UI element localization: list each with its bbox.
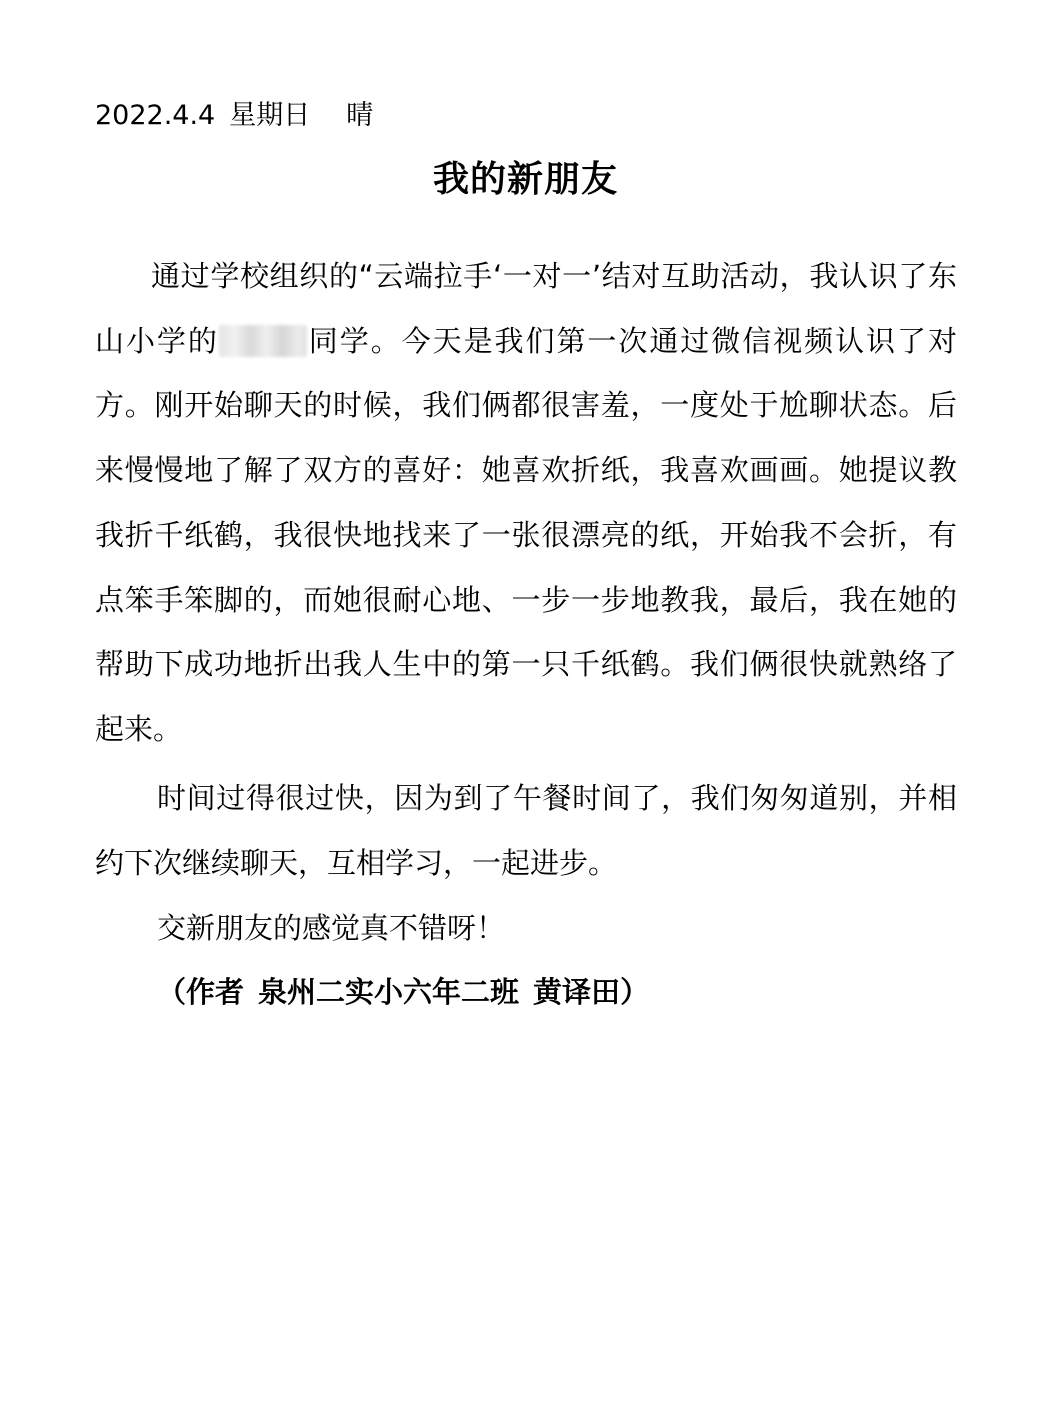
paragraph-1-part-2: 同学。今天是我们第一次通过微信视频认识了对方。刚开始聊天的时候，我们俩都很害羞，一度处于尬聊状态。后来慢慢地了解了双方的喜好：她喜欢折纸，我喜欢画画。她提议教我折千纸鹤，我很快地找来了一张很漂亮的纸，开始我不会折，有点笨手笨脚的，而她很耐心地、一步一步地教我，最后，我在她的帮助下成功地折出我人生中的第一只千纸鹤。我们俩很快就熟络了起来。 (95, 323, 957, 746)
author-close-paren: ） (620, 975, 650, 1009)
paragraph-2: 时间过得很过快，因为到了午餐时间了，我们匆匆道别，并相约下次继续聊天，互相学习，一起进步。 (95, 781, 957, 880)
author-open-paren: （ (157, 975, 187, 1009)
author-label: 作者 (186, 975, 245, 1009)
paragraph-1-part-1: 通过学校组织的“云端拉手‘一对一’结对互助活动，我认识了东山小学的 (95, 259, 957, 358)
redacted-name (219, 325, 307, 357)
weekday: 星期日 (229, 100, 311, 131)
date: 2022.4.4 (95, 100, 216, 131)
diary-header (95, 96, 373, 136)
author-school-class: 泉州二实小六年二班 (258, 975, 520, 1009)
essay-title: 我的新朋友 (432, 159, 618, 200)
author-line (157, 968, 649, 1016)
weather: 晴 (346, 100, 374, 131)
paragraph-3: 交新朋友的感觉真不错呀！ (157, 911, 506, 945)
author-name: 黄译田 (533, 975, 621, 1009)
paragraph-1 (95, 244, 957, 762)
